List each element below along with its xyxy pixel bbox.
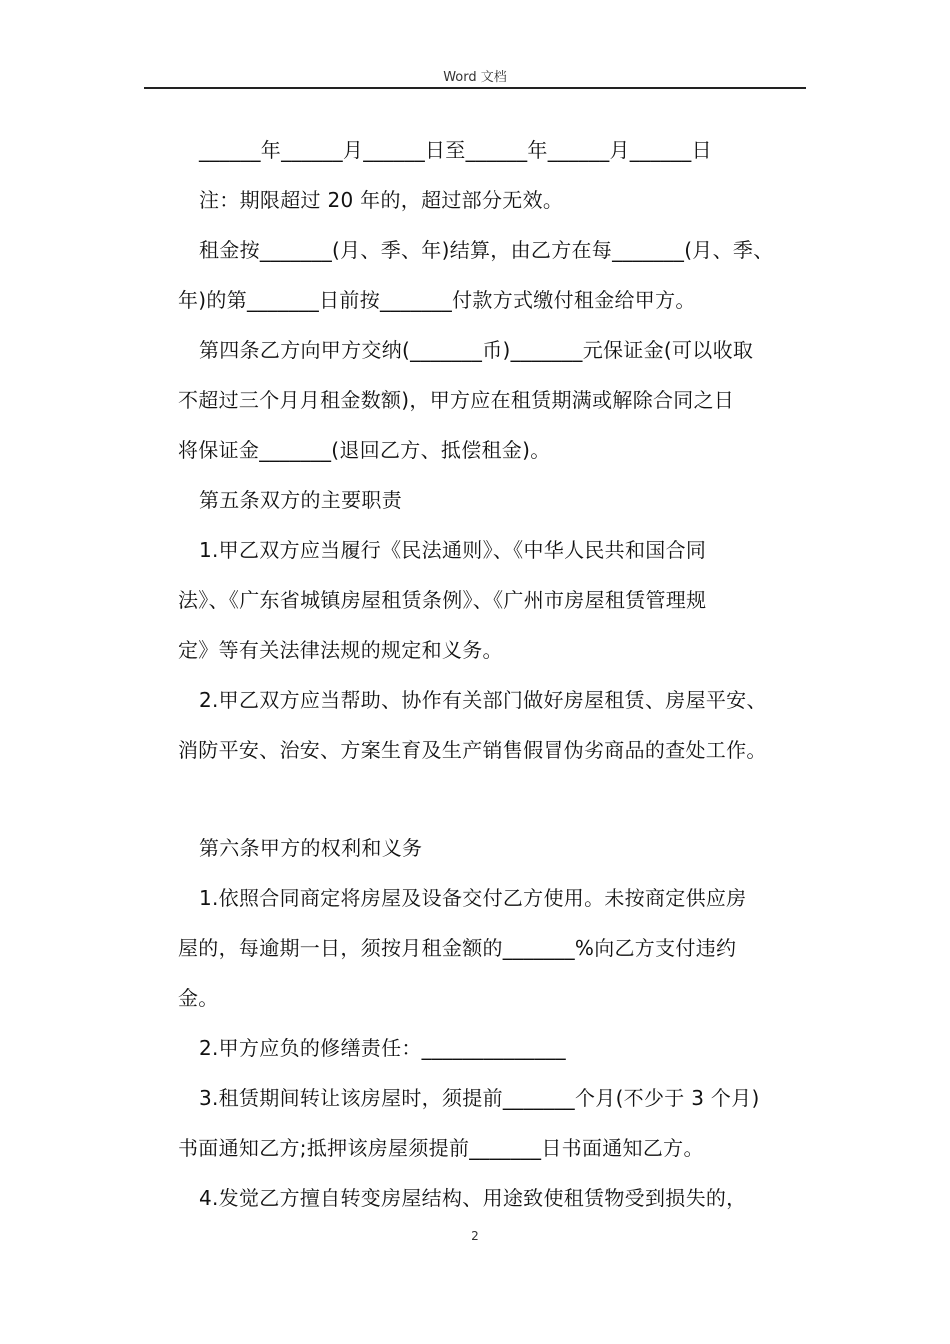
text-line: 1.依照合同商定将房屋及设备交付乙方使用。未按商定供应房 xyxy=(199,886,747,910)
text-line: 租金按_______(月、季、年)结算，由乙方在每_______(月、季、 xyxy=(199,238,774,262)
text-line: 消防平安、治安、方案生育及生产销售假冒伪劣商品的查处工作。 xyxy=(178,738,767,762)
text-line: 金。 xyxy=(178,986,219,1010)
section-heading: 第五条双方的主要职责 xyxy=(199,488,402,512)
page-header-title: Word 文档 xyxy=(443,70,507,85)
text-line: 2.甲方应负的修缮责任：______________ xyxy=(199,1036,566,1060)
header-divider xyxy=(144,87,806,89)
text-line: 4.发觉乙方擅自转变房屋结构、用途致使租赁物受到损失的， xyxy=(199,1186,747,1210)
section-heading: 第六条甲方的权利和义务 xyxy=(199,836,423,860)
text-line: 将保证金_______(退回乙方、抵偿租金)。 xyxy=(178,438,551,462)
text-line: ______年______月______日至______年______月______日 xyxy=(199,138,712,162)
text-line: 定》等有关法律法规的规定和义务。 xyxy=(178,638,503,662)
text-line: 不超过三个月月租金数额)，甲方应在租赁期满或解除合同之日 xyxy=(178,388,735,412)
text-line: 3.租赁期间转让该房屋时，须提前_______个月(不少于 3 个月) xyxy=(199,1086,760,1110)
text-line: 注：期限超过 20 年的，超过部分无效。 xyxy=(199,188,564,212)
text-line: 屋的，每逾期一日，须按月租金额的_______%向乙方支付违约 xyxy=(178,936,737,960)
text-line: 年)的第_______日前按_______付款方式缴付租金给甲方。 xyxy=(178,288,696,312)
text-line: 书面通知乙方;抵押该房屋须提前_______日书面通知乙方。 xyxy=(178,1136,704,1160)
page-number: 2 xyxy=(471,1229,479,1243)
text-line: 1.甲乙双方应当履行《民法通则》、《中华人民共和国合同 xyxy=(199,538,707,562)
text-line: 法》、《广东省城镇房屋租赁条例》、《广州市房屋租赁管理规 xyxy=(178,588,707,612)
text-line: 第四条乙方向甲方交纳(_______币)_______元保证金(可以收取 xyxy=(199,338,754,362)
text-line: 2.甲乙双方应当帮助、协作有关部门做好房屋租赁、房屋平安、 xyxy=(199,688,767,712)
